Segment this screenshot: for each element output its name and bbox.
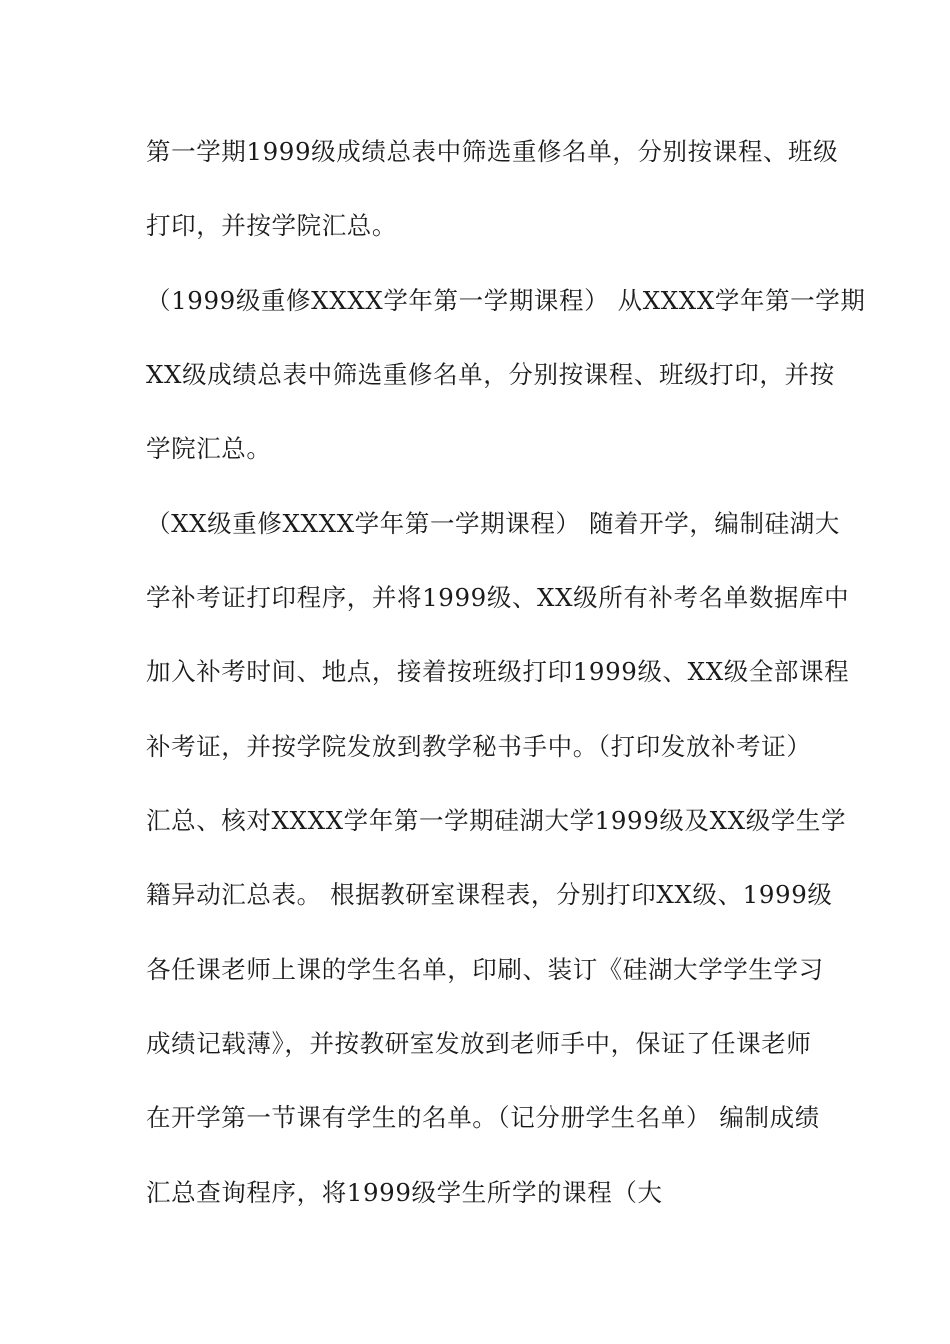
text-line-13: 成绩记载薄》，并按教研室发放到老师手中，保证了任课老师 (146, 1029, 812, 1058)
text-line-9: 补考证，并按学院发放到教学秘书手中。（打印发放补考证） (146, 732, 812, 761)
text-line-12: 各任课老师上课的学生名单，印刷、装订《硅湖大学学生学习 (146, 955, 824, 984)
text-line-5: 学院汇总。 (146, 434, 272, 463)
text-line-8: 加入补考时间、地点，接着按班级打印1999级、XX级全部课程 (146, 657, 850, 686)
text-line-7: 学补考证打印程序，并将1999级、XX级所有补考名单数据库中 (146, 583, 850, 612)
text-line-1: 第一学期1999级成绩总表中筛选重修名单，分别按课程、班级 (146, 137, 839, 166)
text-line-15: 汇总查询程序，将1999级学生所学的课程（大 (146, 1178, 663, 1207)
text-line-2: 打印，并按学院汇总。 (146, 211, 397, 240)
text-line-3: （1999级重修XXXX学年第一学期课程） 从XXXX学年第一学期 (146, 286, 866, 315)
text-line-6: （XX级重修XXXX学年第一学期课程） 随着开学，编制硅湖大 (146, 509, 840, 538)
text-line-14: 在开学第一节课有学生的名单。（记分册学生名单） 编制成绩 (146, 1103, 820, 1132)
text-line-11: 籍异动汇总表。 根据教研室课程表，分别打印XX级、1999级 (146, 880, 833, 909)
text-line-4: XX级成绩总表中筛选重修名单，分别按课程、班级打印，并按 (146, 360, 835, 389)
text-line-10: 汇总、核对XXXX学年第一学期硅湖大学1999级及XX级学生学 (146, 806, 847, 835)
